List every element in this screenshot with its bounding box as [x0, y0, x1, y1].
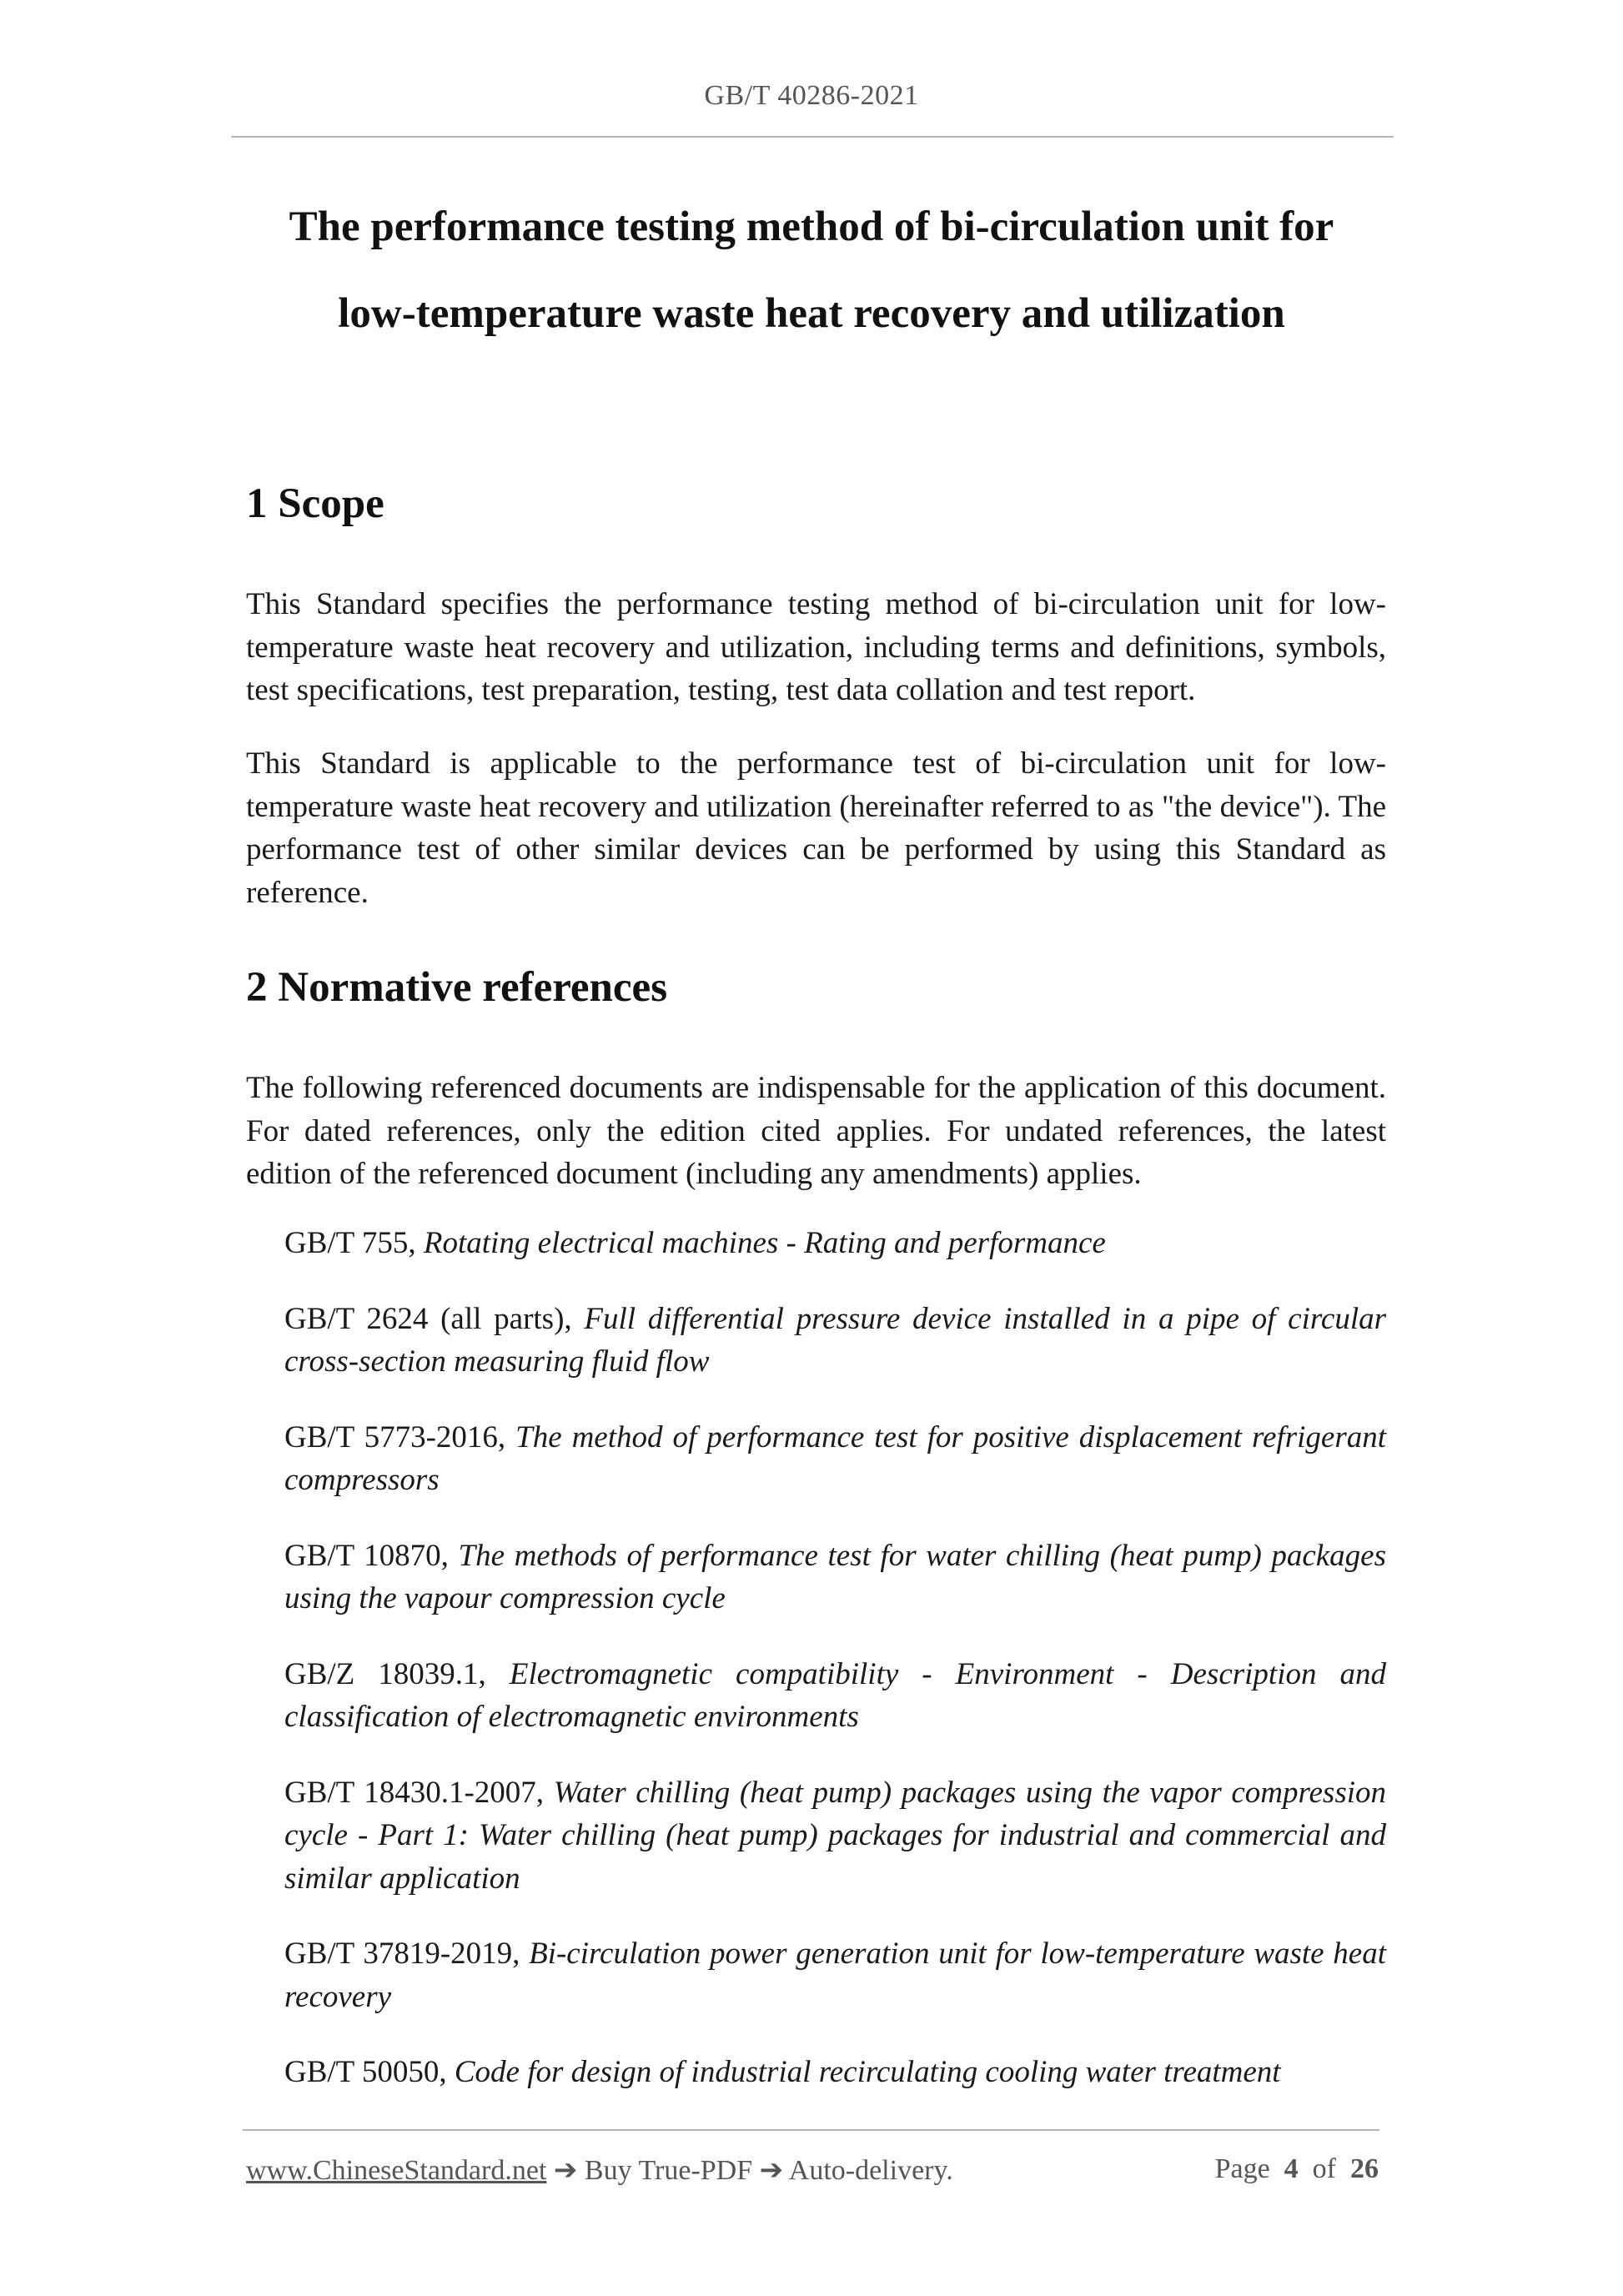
section-heading-normative-references: 2 Normative references — [246, 964, 668, 1011]
reference-item — [284, 1653, 1386, 1739]
running-header-standard-code: GB/T 40286-2021 — [704, 80, 919, 111]
reference-item — [284, 1298, 1386, 1384]
reference-code: GB/Z 18039.1, — [284, 1656, 486, 1691]
auto-delivery-text: Auto-delivery. — [788, 2155, 953, 2186]
scope-paragraph-2: This Standard is applicable to the performance test of bi-circulation unit for low-temperature waste heat recovery and utilization (hereinafter referred to as "the device"). The performance test of other similar devices can be performed by using this Standard as reference. — [246, 746, 1386, 910]
footer-promo — [246, 2153, 953, 2187]
scope-paragraph-1: This Standard specifies the performance testing method of bi-circulation unit for low-temperature waste heat recovery and utilization, including terms and definitions, symbols, test specifications, test preparation, testing, test data collation and test report. — [246, 587, 1386, 707]
reference-code: GB/T 2624 (all parts), — [284, 1301, 572, 1336]
header-divider — [231, 136, 1394, 138]
reference-title: The method of performance test for positive displacement refrigerant compressors — [284, 1419, 1386, 1497]
chinesestandard-link[interactable]: www.ChineseStandard.net — [246, 2155, 547, 2186]
reference-item — [284, 1416, 1386, 1502]
reference-title: Electromagnetic compatibility - Environment - Description and classification of electromagnetic environments — [284, 1656, 1387, 1734]
section-heading-scope: 1 Scope — [246, 480, 384, 527]
reference-code: GB/T 18430.1-2007, — [284, 1775, 545, 1810]
arrow-right-icon: ➔ — [759, 2155, 784, 2186]
reference-title: Code for design of industrial recirculating cooling water treatment — [454, 2055, 1281, 2089]
title-line-1: The performance testing method of bi-circulation unit for — [289, 203, 1334, 250]
reference-title: The methods of performance test for water chilling (heat pump) packages using the vapour compression cycle — [284, 1538, 1386, 1615]
total-pages-number: 26 — [1350, 2153, 1379, 2184]
reference-item — [284, 1222, 1386, 1265]
arrow-right-icon: ➔ — [553, 2155, 578, 2186]
reference-item — [284, 1932, 1386, 2018]
page-number — [1215, 2153, 1379, 2185]
document-title — [209, 183, 1414, 357]
page-of-label: of — [1312, 2153, 1336, 2184]
reference-item — [284, 2051, 1386, 2094]
footer-divider — [243, 2129, 1379, 2131]
reference-list — [284, 1222, 1386, 2127]
reference-code: GB/T 37819-2019, — [284, 1937, 520, 1971]
reference-title: Water chilling (heat pump) packages using the vapor compression cycle - Part 1: Water chilling (heat pump) packages for industrial and commercial and similar application — [284, 1775, 1387, 1896]
reference-title: Full differential pressure device installed in a pipe of circular cross-section measuring fluid flow — [284, 1301, 1386, 1379]
current-page-number: 4 — [1284, 2153, 1299, 2184]
reference-title: Bi-circulation power generation unit for low-temperature waste heat recovery — [284, 1937, 1387, 2014]
reference-title: Rotating electrical machines - Rating and performance — [423, 1226, 1106, 1260]
title-line-2: low-temperature waste heat recovery and utilization — [338, 290, 1285, 337]
reference-code: GB/T 5773-2016, — [284, 1419, 506, 1454]
reference-code: GB/T 755, — [284, 1226, 416, 1260]
reference-code: GB/T 10870, — [284, 1538, 449, 1573]
reference-code: GB/T 50050, — [284, 2055, 447, 2089]
normative-intro-paragraph: The following referenced documents are indispensable for the application of this document. For dated references, only the edition cited applies. For undated references, the latest edition of the referenced document (including any amendments) applies. — [246, 1071, 1386, 1191]
reference-item — [284, 1535, 1386, 1620]
reference-item — [284, 1771, 1386, 1901]
page-label: Page — [1214, 2153, 1270, 2184]
buy-true-pdf-text: Buy True-PDF — [584, 2155, 753, 2186]
